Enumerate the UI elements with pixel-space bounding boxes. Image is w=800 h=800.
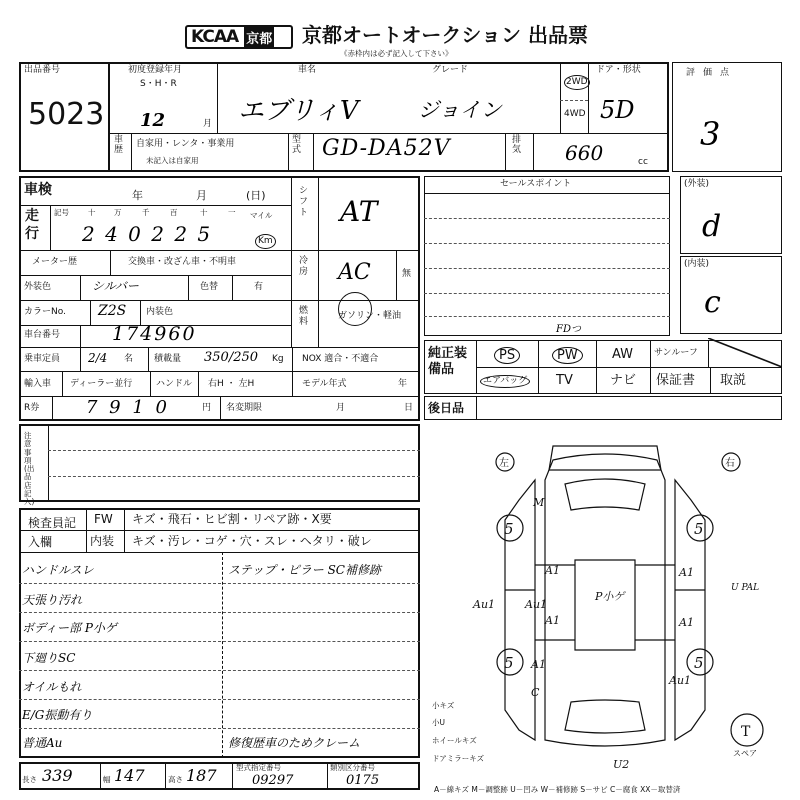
equip-sunroof: サンルーフ: [654, 348, 698, 358]
dims-class: 0175: [346, 773, 380, 788]
notes-label: 注意事項(出品店記入): [24, 431, 35, 506]
car-grade: ジョイン: [418, 98, 502, 122]
shift-label: シフト: [299, 186, 309, 218]
equip-navi: ナビ: [610, 373, 637, 388]
diag-mark-a1b: A1: [545, 614, 560, 627]
irogae-value: 有: [254, 282, 264, 292]
meter-options: 交換車・改ざん車・不明車: [128, 257, 237, 267]
car-name-label: 車名: [298, 65, 317, 75]
rating-box: [672, 62, 782, 172]
sales-points-label: セールスポイント: [500, 179, 572, 189]
inspector-label: 検査員記入欄: [28, 516, 77, 550]
remark-1: ハンドルスレ: [22, 563, 94, 577]
roof-panel: [575, 560, 635, 650]
inspection-day: (日): [246, 189, 266, 202]
chassis-label: 車台番号: [24, 330, 61, 340]
legend-1: 小キズ: [432, 701, 455, 710]
legend-3: ホイールキズ: [432, 736, 477, 745]
color-no-label: カラーNo.: [24, 307, 66, 317]
exterior-value: d: [702, 209, 722, 244]
mileage-kigo: 記号: [54, 208, 69, 217]
chassis-value: 174960: [112, 323, 197, 345]
irogae-label: 色替: [200, 282, 219, 292]
reg-sub: S・H・R: [140, 79, 177, 89]
inspection-label: 車検: [24, 182, 52, 198]
dims-spec-label: 型式指定番号: [236, 763, 281, 772]
interior-value: c: [704, 285, 721, 320]
equip-aw: AW: [612, 347, 634, 362]
logo-kyoto: 京都: [244, 27, 274, 48]
capacity-value: 2/4: [88, 351, 108, 365]
diag-mark-5b: 5: [694, 520, 704, 538]
after-box: [424, 396, 782, 420]
equip-tv: TV: [556, 373, 573, 388]
dims-hei: 187: [186, 766, 217, 785]
page-title: 京都オートオークション 出品票: [302, 23, 588, 47]
model-year-label: モデル年式: [302, 379, 347, 389]
diag-mark-5d: 5: [694, 654, 704, 672]
dims-len-label: 長さ: [22, 775, 37, 784]
reg-year: 12: [140, 110, 166, 131]
mileage-value: 2 4 0 2 2 5: [82, 222, 213, 246]
diag-mark-pige: P小ゲ: [595, 590, 625, 603]
handle-label: ハンドル: [156, 379, 193, 389]
import-dealer: ディーラー並行: [70, 379, 133, 389]
diag-mark-a1d: A1: [531, 658, 546, 671]
remark-2: 天張り汚れ: [22, 593, 83, 607]
mileage-km: Km: [255, 234, 276, 249]
sunroof-strike: [708, 338, 782, 367]
usage-label: 車歴: [114, 135, 124, 155]
color-no-value: Z2S: [98, 303, 127, 319]
legend-codes: A－線キズ M－調整跡 U－凹み W－補修跡 S－サビ C－腐食 XX－取替済: [434, 785, 681, 794]
remark-3: ボディー部 P小ゲ: [22, 621, 117, 635]
floor-note: FDつ: [556, 324, 581, 335]
remark-7: 普通Au: [22, 736, 63, 750]
diag-mark-au1b: Au1: [525, 598, 548, 611]
mileage-unit-label: マイル: [250, 211, 273, 220]
mileage-unit-2: 千: [142, 208, 150, 217]
diag-mark-5a: 5: [504, 520, 514, 538]
inspection-year: 年: [132, 189, 143, 202]
interior-color-label: 内装色: [146, 307, 174, 317]
usage-options: 自家用・レンタ・事業用: [136, 139, 235, 149]
door-label: ドア・形状: [596, 65, 641, 75]
lot-label: 出品番号: [24, 65, 61, 75]
diag-right: 右: [725, 458, 735, 469]
rating-value: 3: [700, 115, 721, 153]
color-label: 外装色: [24, 282, 52, 292]
drive-2wd: 2WD: [564, 75, 590, 90]
mileage-unit-0: 十: [88, 208, 96, 217]
grade-label: グレード: [432, 65, 469, 75]
load-label: 積載量: [154, 354, 182, 364]
dims-spec: 09297: [252, 773, 294, 788]
handle-options: 右H ・ 左H: [208, 379, 255, 389]
cc-value: 660: [565, 141, 604, 165]
diag-mark-a1c: A1: [679, 566, 694, 579]
car-name: エブリィV: [238, 96, 359, 126]
equip-pw: PW: [552, 347, 583, 364]
color-value: シルバー: [92, 279, 139, 293]
interior-label: (内装): [684, 259, 710, 269]
fuel-label: 燃料: [299, 306, 309, 327]
name-change-day: 日: [404, 403, 414, 413]
mileage-unit-1: 万: [114, 208, 122, 217]
recycle-unit: 円: [202, 403, 212, 413]
diag-spare-mark: T: [741, 724, 751, 740]
inspector-int: 内装: [90, 534, 115, 548]
diag-left: 左: [499, 458, 509, 469]
model-value: GD-DA52V: [322, 136, 451, 161]
diag-mark-u2: U2: [613, 758, 630, 770]
mileage-unit-5: 一: [228, 208, 236, 217]
dims-wid: 147: [114, 766, 145, 785]
equipment-label: 純正装備品: [428, 346, 468, 377]
name-change-month: 月: [336, 403, 346, 413]
ac-label: 冷房: [299, 256, 309, 277]
model-year-unit: 年: [398, 379, 408, 389]
reg-month-unit: 月: [203, 119, 213, 129]
mileage-unit-3: 百: [170, 208, 178, 217]
drive-4wd: 4WD: [564, 109, 586, 119]
inspector-fw: FW: [94, 512, 113, 526]
model-label: 型式: [292, 135, 302, 155]
header-note: 《赤枠内は必ず記入して下さい》: [340, 49, 453, 58]
remark-5: オイルもれ: [22, 680, 82, 694]
remark-4: 下廻りSC: [22, 651, 76, 665]
remark-right-2: 修復歴車のためクレーム: [228, 736, 361, 750]
fuel-options: ガソリン・軽油: [338, 311, 402, 321]
capacity-unit: 名: [124, 354, 134, 364]
lot-number: 5023: [28, 97, 105, 132]
dims-wid-label: 幅: [103, 775, 111, 784]
inspector-fw-text: キズ・飛石・ヒビ割・リペア跡・X要: [132, 512, 332, 526]
diag-mark-5c: 5: [504, 654, 514, 672]
load-value: 350/250: [204, 350, 259, 365]
dims-class-label: 類別区分番号: [330, 763, 375, 772]
kcaa-logo: [185, 25, 293, 49]
mileage-label: 走行: [25, 208, 39, 242]
diag-mark-a1e: A1: [679, 616, 694, 629]
rear-window: [565, 700, 645, 733]
windshield-front: [565, 479, 645, 510]
inspection-month: 月: [196, 189, 207, 202]
ac-none: 無: [402, 269, 412, 279]
logo-text: KCAA: [191, 27, 239, 47]
equip-warranty: 保証書: [656, 373, 696, 388]
recycle-value: 7 9 1 0: [86, 397, 170, 418]
usage-note: 未記入は自家用: [146, 156, 199, 165]
meter-label: メーター歴: [32, 257, 78, 267]
after-label: 後日品: [428, 401, 465, 415]
recycle-label: R券: [24, 403, 40, 413]
equip-manual: 取説: [720, 373, 747, 388]
equip-ps: PS: [494, 347, 520, 364]
diag-mark-m: M: [533, 496, 545, 509]
import-label: 輸入車: [24, 379, 52, 389]
remark-right-1: ステップ・ピラー SC補修跡: [228, 563, 381, 577]
nox: NOX 適合・不適合: [302, 354, 379, 364]
shift-value: AT: [340, 195, 378, 228]
sales-points-box: [424, 176, 670, 336]
ac-value: AC: [338, 260, 371, 285]
remark-6: E/G振動有り: [22, 708, 93, 722]
legend-2: 小U: [432, 718, 445, 727]
capacity-label: 乗車定員: [24, 354, 61, 364]
diag-mark-c: C: [531, 686, 540, 699]
rating-label: 評価点: [686, 68, 738, 78]
exterior-label: (外装): [684, 179, 710, 189]
legend-4: ドアミラーキズ: [432, 754, 485, 763]
dims-len: 339: [42, 766, 73, 785]
car-diagram: [425, 440, 785, 770]
door-value: 5D: [600, 96, 635, 124]
notes-box: [19, 424, 420, 502]
cc-unit: cc: [638, 157, 648, 167]
diag-spare: スペア: [733, 749, 757, 758]
diag-mark-upal: U PAL: [731, 583, 760, 593]
mileage-unit-4: 十: [200, 208, 208, 217]
diag-mark-a1a: A1: [545, 564, 560, 577]
dims-hei-label: 高さ: [168, 775, 183, 784]
load-unit: Kg: [272, 354, 284, 364]
cc-label: 排気: [512, 135, 522, 155]
reg-label: 初度登録年月: [128, 65, 183, 75]
diag-mark-au1c: Au1: [669, 674, 692, 687]
diag-mark-au1a: Au1: [473, 598, 496, 611]
name-change-label: 名変期限: [226, 403, 263, 413]
inspector-int-text: キズ・汚レ・コゲ・穴・スレ・ヘタリ・破レ: [132, 534, 372, 548]
equip-airbag: エアバッグ: [480, 375, 530, 388]
